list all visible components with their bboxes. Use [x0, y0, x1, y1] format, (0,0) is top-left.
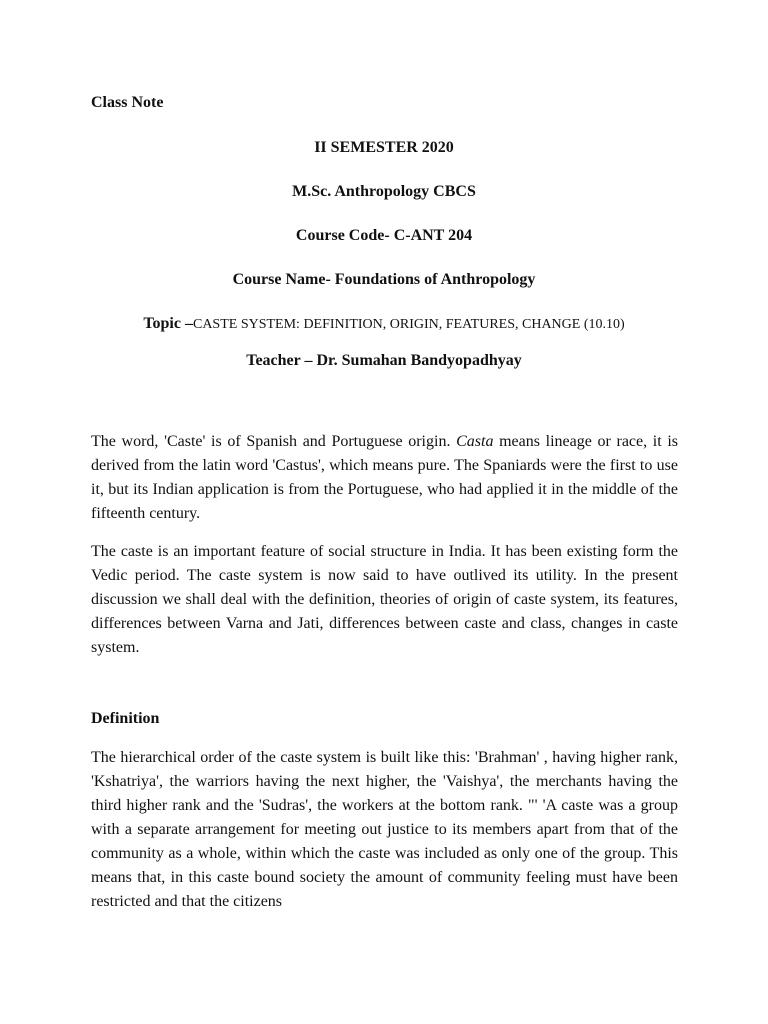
definition-heading: Definition [91, 710, 160, 727]
course-name-heading: Course Name- Foundations of Anthropology [232, 271, 536, 288]
topic-heading [0, 315, 768, 333]
intro-italic-term: Casta [456, 433, 494, 450]
topic-text: CASTE SYSTEM: DEFINITION, ORIGIN, FEATURES, CHANGE (10.10) [192, 317, 625, 332]
topic-label: Topic – [143, 315, 193, 332]
course-code-heading: Course Code- C-ANT 204 [295, 227, 473, 244]
definition-paragraph: The hierarchical order of the caste system is built like this: 'Brahman' , having higher rank, 'Kshatriya', the warriors having the next higher, the 'Vaishya', the merchants having the third higher rank and the 'Sudras', the workers at the bottom rank. "' 'A caste was a group with a separate arrangement for meeting out justice to its members apart from that of the community as a whole, within which the caste was included as only one of the group. This means that, in this caste bound society the amount of community feeling must have been restricted and that the citizens [91, 749, 678, 910]
semester-heading: II SEMESTER 2020 [314, 139, 454, 156]
intro-text-end: means lineage or race, it is derived from the latin word 'Castus', which means pure. The Spaniards were the first to use it, but its Indian application is from the Portuguese, who had applied it in the middle of the fifteenth century. [91, 433, 679, 522]
intro-text-start: The word, 'Caste' is of Spanish and Portuguese origin. [91, 433, 457, 450]
overview-paragraph: The caste is an important feature of social structure in India. It has been existing form the Vedic period. The caste system is now said to have outlived its utility. In the present discussion we shall deal with the definition, theories of origin of caste system, its features, differences between Varna and Jati, differences between caste and class, changes in caste system. [91, 543, 678, 656]
class-note-label: Class Note [91, 94, 164, 111]
program-heading: M.Sc. Anthropology CBCS [292, 183, 476, 200]
teacher-heading: Teacher – Dr. Sumahan Bandyopadhyay [246, 352, 522, 369]
intro-paragraph [91, 430, 678, 526]
